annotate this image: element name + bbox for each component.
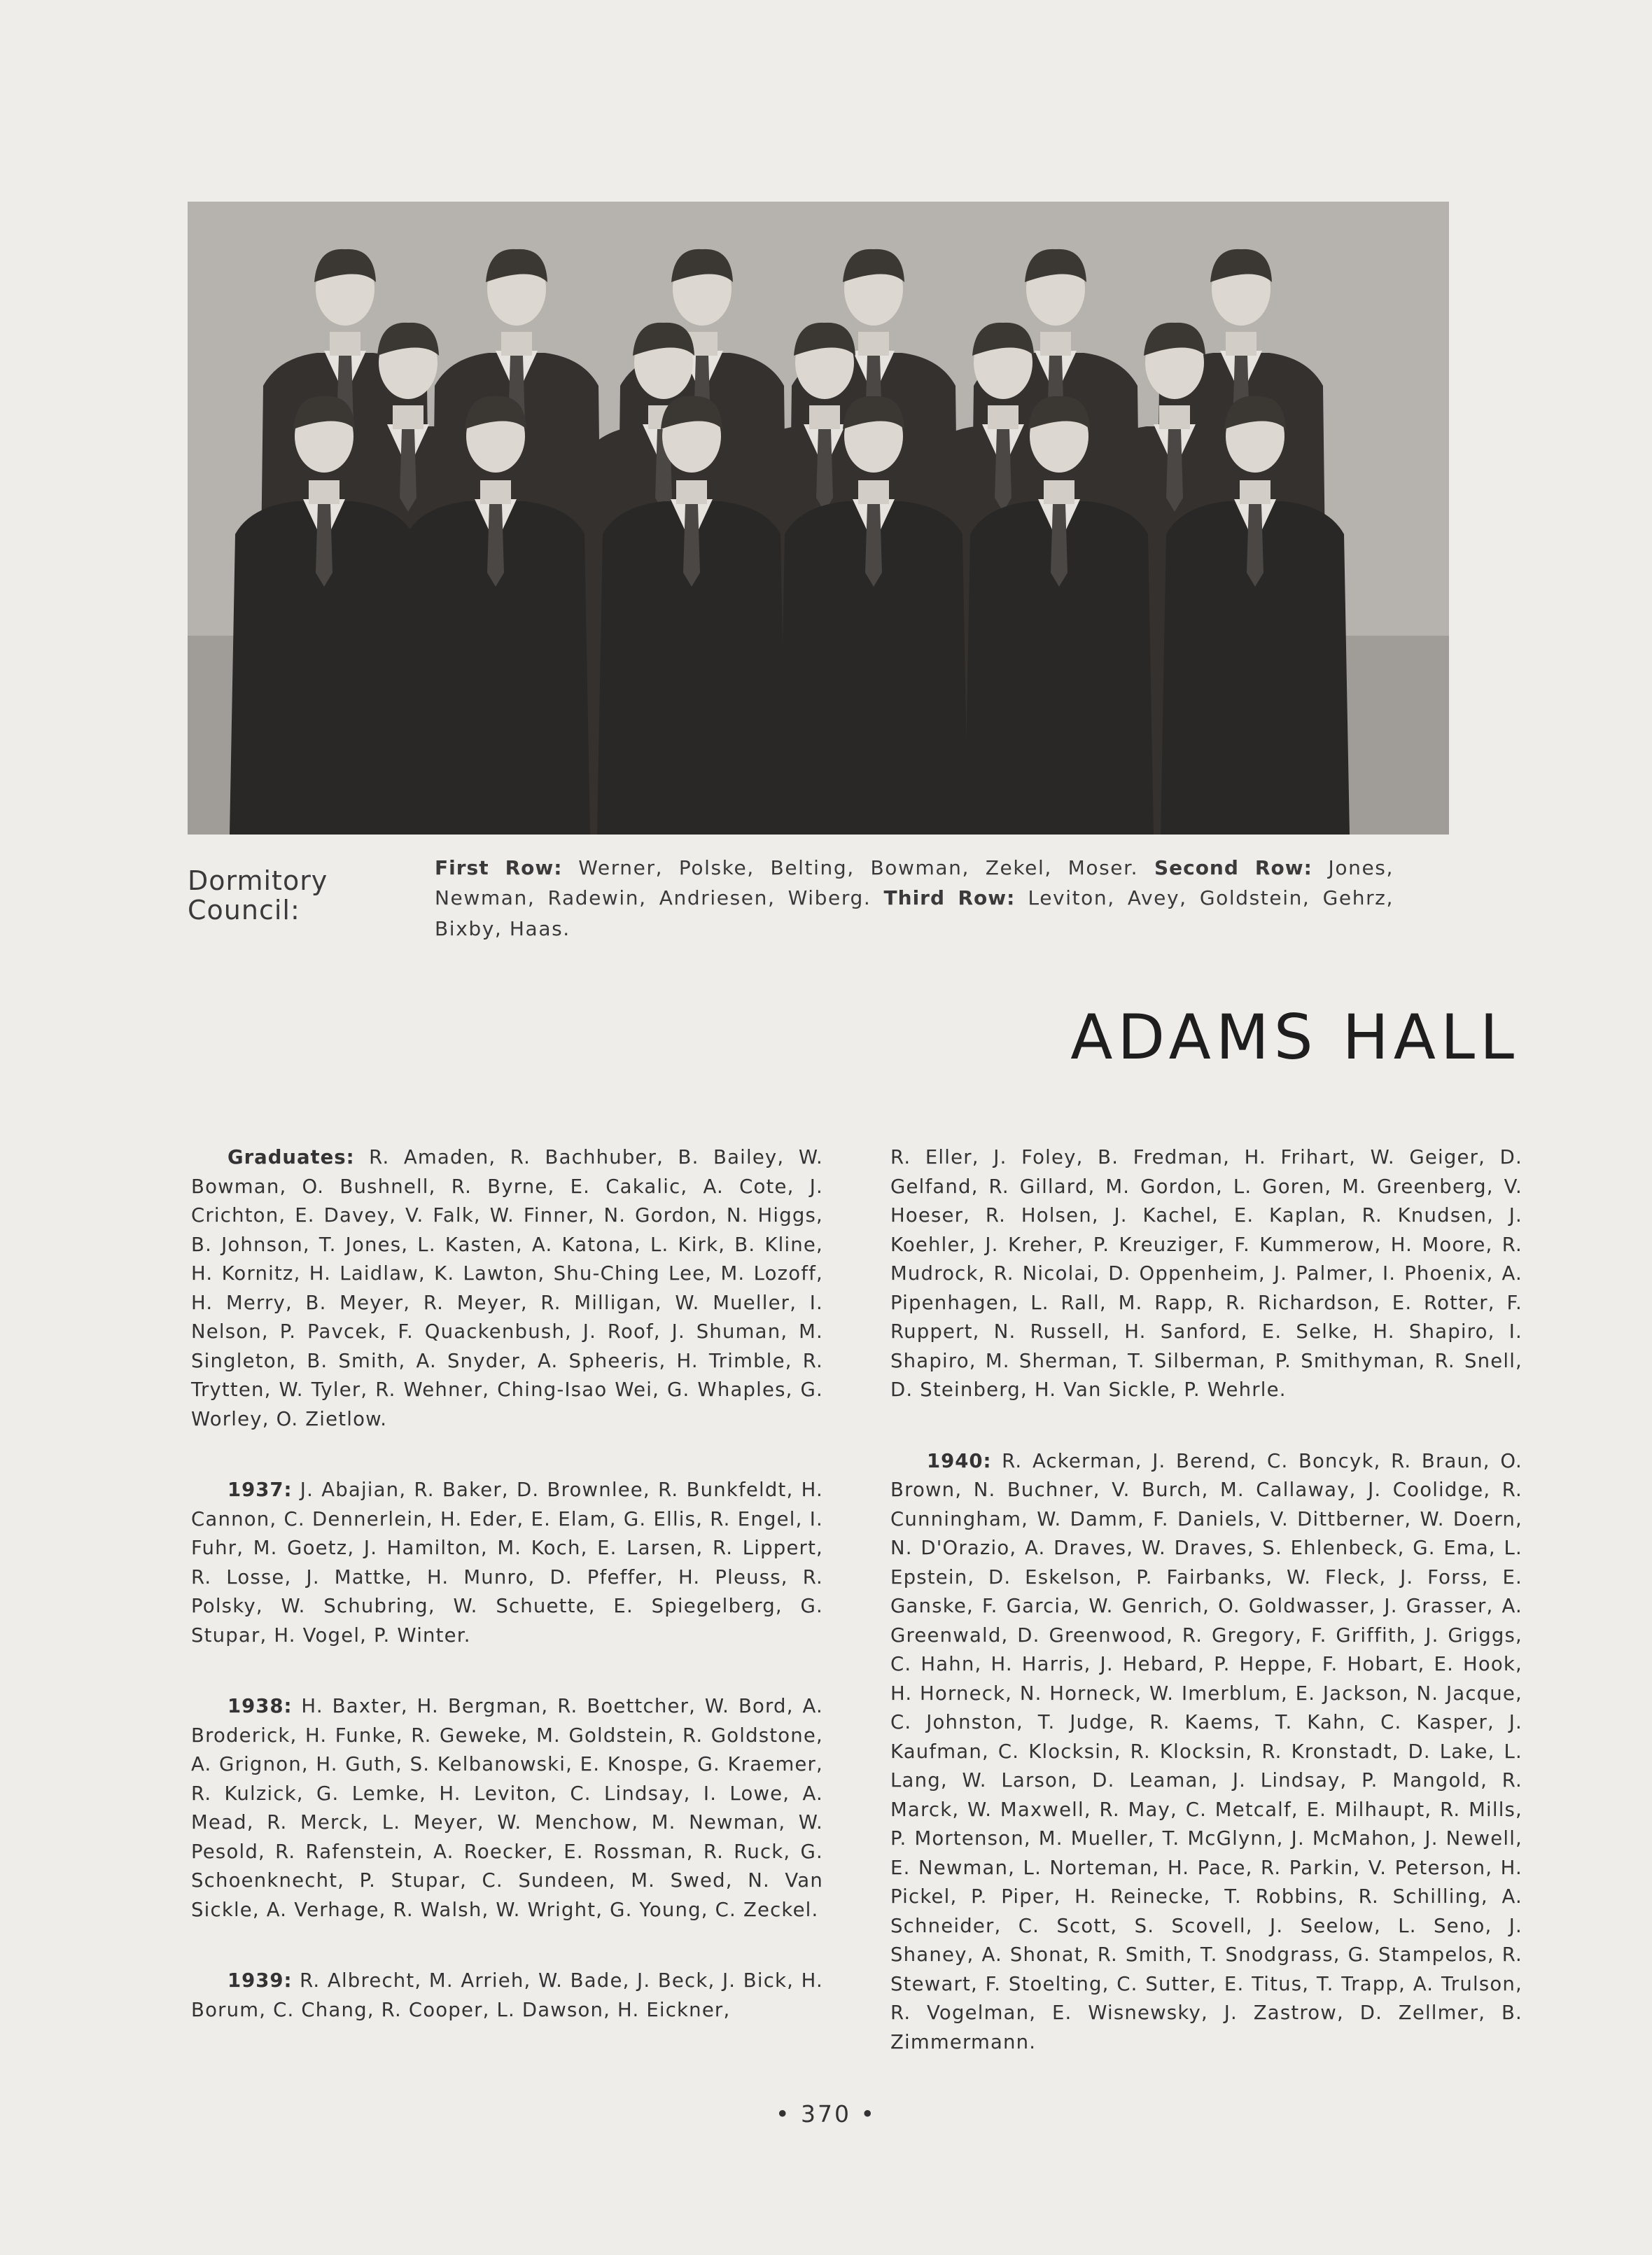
section-1938: [191, 1692, 823, 1925]
page-number: • 370 •: [776, 2100, 876, 2128]
group-photo-figures: [188, 202, 1449, 835]
section-label: Graduates:: [227, 1146, 355, 1168]
caption-label: Dormitory Council:: [188, 865, 328, 926]
section-names: R. Ackerman, J. Berend, C. Boncyk, R. Braun, O. Brown, N. Buchner, V. Burch, M. Callaway, J. Coolidge, R. Cunningham, W. Damm, F. Daniels, V. Dittberner, W. Doern, N. D'Orazio, A. Draves, W. Draves, S. Ehlenbeck, G. Ema, L. Epstein, D. Eskelson, P. Fairbanks, W. Fleck, J. Forss, E. Ganske, F. Garcia, W. Genrich, O. Goldwasser, J. Grasser, A. Greenwald, D. Greenwood, R. Gregory, F. Griffith, J. Griggs, C. Hahn, H. Harris, J. Hebard, P. Heppe, F. Hobart, E. Hook, H. Horneck, N. Horneck, W. Imerblum, E. Jackson, N. Jacque, C. Johnston, T. Judge, R. Kaems, T. Kahn, C. Kasper, J. Kaufman, C. Klocksin, R. Klocksin, R. Kronstadt, D. Lake, L. Lang, W. Larson, D. Leaman, J. Lindsay, P. Mangold, R. Marck, W. Maxwell, R. May, C. Metcalf, E. Milhaupt, R. Mills, P. Mortenson, M. Mueller, T. McGlynn, J. McMahon, J. Newell, E. Newman, L. Norteman, H. Pace, R. Parkin, V. Peterson, H. Pickel, P. Piper, H. Reinecke, T. Robbins, R. Schilling, A. Schneider, C. Scott, S. Scovell, J. Seelow, L. Seno, J. Shaney, A. Shonat, R. Smith, T. Snodgrass, G. Stampelos, R. Stewart, F. Stoelting, C. Sutter, E. Titus, T. Trapp, A. Trulson, R. Vogelman, E. Wisnewsky, J. Zastrow, D. Zellmer, B. Zimmermann.: [890, 1449, 1522, 2053]
section-label: 1940:: [927, 1449, 992, 1472]
caption-text: [435, 853, 1394, 944]
section-names: R. Amaden, R. Bachhuber, B. Bailey, W. Bowman, O. Bushnell, R. Byrne, E. Cakalic, A. Cote, J. Crichton, E. Davey, V. Falk, W. Finner, N. Gordon, N. Higgs, B. Johnson, T. Jones, L. Kasten, A. Katona, L. Kirk, B. Kline, H. Kornitz, H. Laidlaw, K. Lawton, Shu-Ching Lee, M. Lozoff, H. Merry, B. Meyer, R. Meyer, R. Milligan, W. Mueller, I. Nelson, P. Pavcek, F. Quackenbush, J. Roof, J. Shuman, M. Singleton, B. Smith, A. Snyder, A. Spheeris, H. Trimble, R. Trytten, W. Tyler, R. Wehner, Ching-Isao Wei, G. Whaples, G. Worley, O. Zietlow.: [191, 1146, 823, 1430]
section-label: 1937:: [227, 1479, 293, 1502]
section-graduates: [191, 1143, 823, 1434]
section-1939: [191, 1967, 823, 2025]
section-1940: [890, 1447, 1522, 2058]
section-names: H. Baxter, H. Bergman, R. Boettcher, W. Bord, A. Broderick, H. Funke, R. Geweke, M. Goldstein, R. Goldstone, A. Grignon, H. Guth, S. Kelbanowski, E. Knospe, G. Kraemer, R. Kulzick, G. Lemke, H. Leviton, C. Lindsay, I. Lowe, A. Mead, R. Merck, L. Meyer, W. Menchow, M. Newman, W. Pesold, R. Rafenstein, A. Roecker, E. Rossman, R. Ruck, G. Schoenknecht, P. Stupar, C. Sundeen, M. Swed, N. Van Sickle, A. Verhage, R. Walsh, W. Wright, G. Young, C. Zeckel.: [191, 1695, 823, 1921]
caption-row-label: Second Row:: [1154, 856, 1312, 879]
section-label: 1939:: [227, 1969, 293, 1992]
section-label: 1938:: [227, 1695, 293, 1718]
caption-row-label: Third Row:: [883, 886, 1016, 910]
section-1937: [191, 1476, 823, 1650]
section-names: J. Abajian, R. Baker, D. Brownlee, R. Bunkfeldt, H. Cannon, C. Dennerlein, H. Eder, E. Elam, G. Ellis, R. Engel, I. Fuhr, M. Goetz, J. Hamilton, M. Koch, E. Larsen, R. Lippert, R. Losse, J. Mattke, H. Munro, D. Pfeffer, H. Pleuss, R. Polsky, W. Schubring, W. Schuette, E. Spiegelberg, G. Stupar, H. Vogel, P. Winter.: [191, 1479, 823, 1647]
left-column: [191, 1143, 823, 2025]
caption-row-names: Jones, Newman, Radewin, Andriesen, Wiberg.: [435, 856, 1394, 910]
group-photo: [188, 202, 1449, 835]
caption-row-label: First Row:: [435, 856, 563, 879]
caption-row-names: Werner, Polske, Belting, Bowman, Zekel, Moser.: [578, 856, 1139, 879]
section-names: R. Albrecht, M. Arrieh, W. Bade, J. Beck, J. Bick, H. Borum, C. Chang, R. Cooper, L. Dawson, H. Eickner,: [191, 1969, 823, 2021]
right-column: [890, 1143, 1522, 2057]
section-1939-continued: [890, 1143, 1522, 1405]
section-names: R. Eller, J. Foley, B. Fredman, H. Frihart, W. Geiger, D. Gelfand, R. Gillard, M. Gordon, L. Goren, M. Greenberg, V. Hoeser, R. Holsen, J. Kachel, E. Kaplan, R. Knudsen, J. Koehler, J. Kreher, P. Kreuziger, F. Kummerow, H. Moore, R. Mudrock, R. Nicolai, D. Oppenheim, J. Palmer, I. Phoenix, A. Pipenhagen, L. Rall, M. Rapp, R. Richardson, E. Rotter, F. Ruppert, N. Russell, H. Sanford, E. Selke, H. Shapiro, I. Shapiro, M. Sherman, T. Silberman, P. Smithyman, R. Snell, D. Steinberg, H. Van Sickle, P. Wehrle.: [890, 1146, 1522, 1402]
page-title: ADAMS HALL: [1070, 1001, 1519, 1073]
caption-row-names: Leviton, Avey, Goldstein, Gehrz, Bixby, Haas.: [435, 886, 1394, 940]
